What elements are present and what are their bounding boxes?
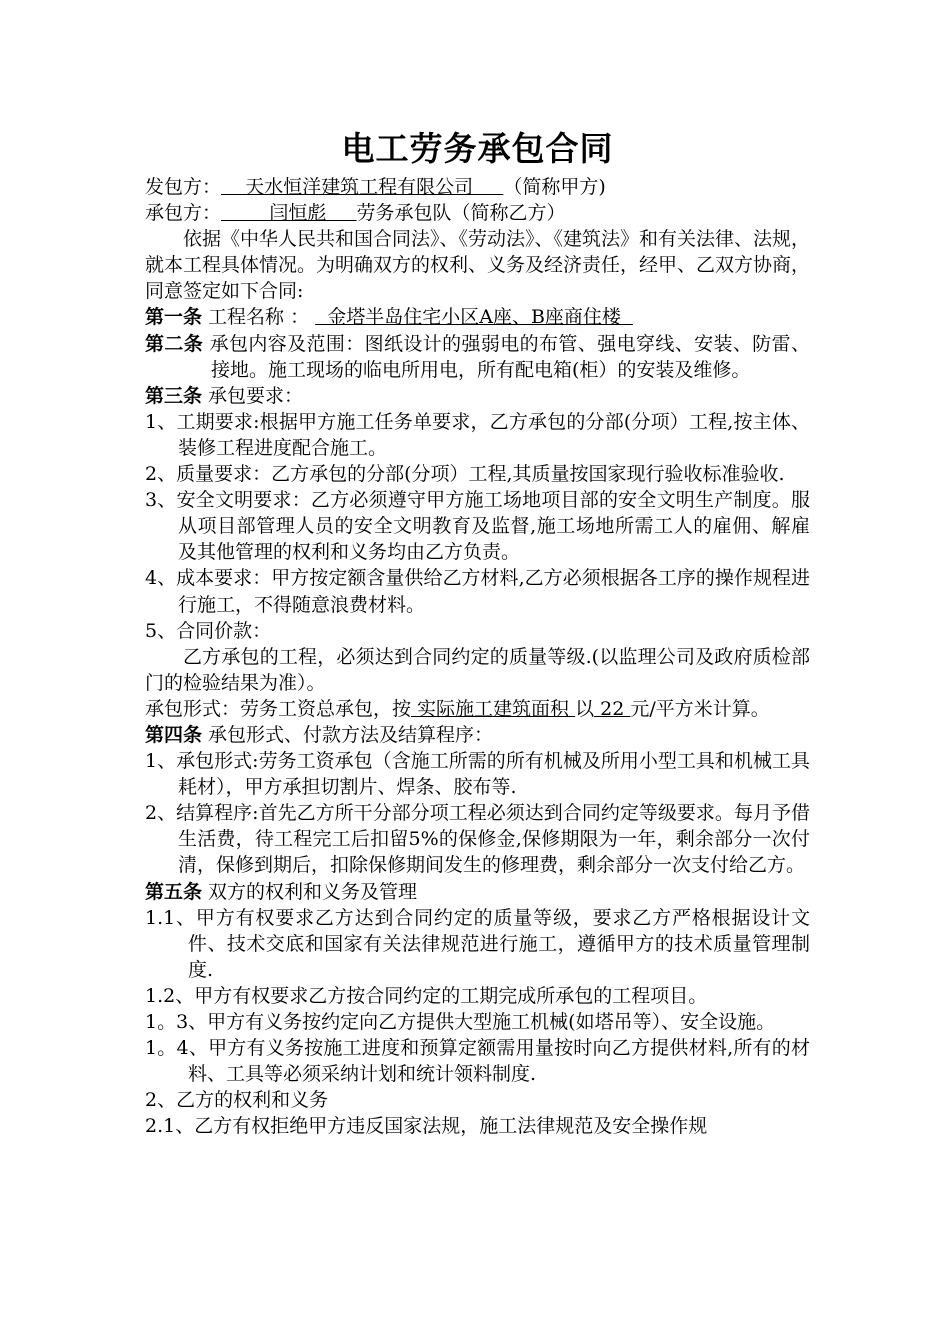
article-3-heading: 第三条	[145, 384, 203, 407]
project-name: 金塔半岛住宅小区A座、B座商住楼	[315, 306, 633, 329]
list-item: 1。3、甲方有义务按约定向乙方提供大型施工机械(如塔吊等）、安全设施。	[145, 1011, 776, 1033]
party-a-line	[145, 174, 810, 200]
list-item: 4、成本要求：甲方按定额含量供给乙方材料,乙方必须根据各工序的操作规程进行施工，不得随意浪费材料。	[145, 567, 810, 616]
party-b-suffix: 劳务承包队（简称乙方）	[356, 202, 566, 225]
article-5-heading: 第五条	[145, 880, 203, 903]
price-text: 乙方承包的工程，必须达到合同约定的质量等级.(以监理公司及政府质检部门的检验结果为准）。	[145, 645, 810, 694]
party-b-name: 闫恒彪	[221, 202, 357, 225]
party-b-line	[145, 200, 810, 226]
list-item: 5、合同价款：	[145, 619, 272, 642]
list-item: 3、安全文明要求：乙方必须遵守甲方施工场地项目部的安全文明生产制度。服从项目部管理人员的安全文明教育及监督,施工场地所需工人的雇佣、解雇及其他管理的权利和义务均由乙方负责。	[145, 489, 810, 564]
article-2-heading: 第二条	[145, 332, 204, 355]
form-rate: 22	[594, 697, 631, 720]
contract-form-line	[145, 696, 810, 722]
party-a-name: 天水恒洋建筑工程有限公司	[221, 176, 504, 198]
list-item: 2、质量要求：乙方承包的分部(分项）工程,其质量按国家现行验收标准验收.	[145, 463, 785, 486]
form-prefix: 承包形式：劳务工资总承包，按	[145, 697, 412, 720]
article-4-heading: 第四条	[145, 723, 203, 746]
list-item: 2、结算程序:首先乙方所干分部分项工程必须达到合同约定等级要求。每月予借生活费，待工程完工后扣留5%的保修金,保修期限为一年，剩余部分一次付清，保修到期后，扣除保修期间发生的修理费，剩余部分一次支付给乙方。	[145, 802, 810, 877]
document-title: 电工劳务承包合同	[341, 129, 614, 168]
list-item: 2、乙方的权利和义务	[145, 1089, 329, 1112]
list-item: 1.2、甲方有权要求乙方按合同约定的工期完成所承包的工程项目。	[145, 984, 708, 1007]
list-item: 1。4、甲方有义务按施工进度和预算定额需用量按时向乙方提供材料,所有的材料、工具等必须采纳计划和统计领料制度.	[145, 1037, 810, 1086]
article-3	[145, 383, 810, 409]
preamble: 依据《中华人民共和国合同法》、《劳动法》、《建筑法》和有关法律、法规，就本工程具体情况。为明确双方的权利、义务及经济责任，经甲、乙双方协商，同意签定如下合同:	[145, 228, 811, 303]
article-2-text: 承包内容及范围：图纸设计的强弱电的布管、强电穿线、安装、防雷、接地。施工现场的临电所用电，所有配电箱(柜）的安装及维修。	[203, 332, 810, 381]
list-item: 1、承包形式:劳务工资承包（含施工所需的所有机械及所用小型工具和机械工具耗材），甲方承担切割片、焊条、胶布等.	[145, 750, 810, 799]
list-item: 1.1、甲方有权要求乙方达到合同约定的质量等级，要求乙方严格根据设计文件、技术交底和国家有关法律规范进行施工，遵循甲方的技术质量管理制度.	[145, 906, 810, 981]
party-b-label: 承包方：	[145, 202, 222, 225]
list-item: 1、工期要求:根据甲方施工任务单要求，乙方承包的分部(分项）工程,按主体、装修工程进度配合施工。	[145, 410, 810, 459]
form-mid: 以	[575, 697, 595, 720]
article-5-text: 双方的权利和义务及管理	[202, 880, 418, 903]
article-3-text: 承包要求：	[202, 384, 304, 407]
article-5	[145, 879, 810, 905]
form-basis: 实际施工建筑面积	[411, 697, 576, 720]
list-item: 2.1、乙方有权拒绝甲方违反国家法规，施工法律规范及安全操作规	[145, 1115, 708, 1138]
party-a-label: 发包方：	[145, 176, 222, 198]
form-suffix: 元/平方米计算。	[630, 697, 770, 720]
article-1-text: 工程名称 ：	[202, 306, 316, 329]
article-2	[145, 331, 810, 383]
article-4	[145, 722, 810, 748]
article-1-heading: 第一条	[145, 306, 203, 329]
article-4-text: 承包形式、付款方法及结算程序：	[202, 723, 494, 746]
article-1	[145, 304, 810, 330]
party-a-suffix: （简称甲方)	[503, 176, 606, 198]
contract-page	[145, 124, 810, 1139]
